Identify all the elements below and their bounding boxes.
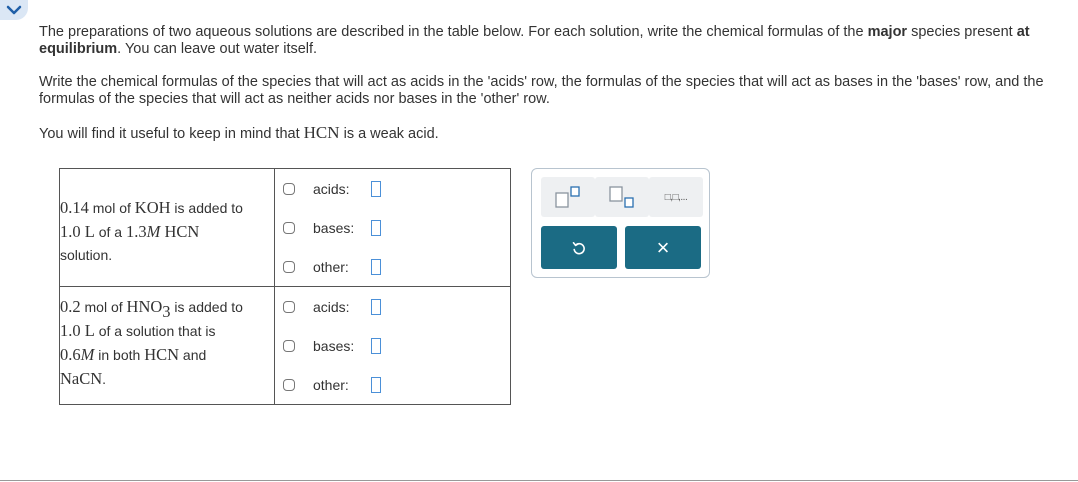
radio-button[interactable]	[283, 222, 295, 234]
radio-button[interactable]	[283, 379, 295, 391]
radio-button[interactable]	[283, 261, 295, 273]
superscript-template-icon	[553, 185, 583, 209]
list-template-button[interactable]	[649, 177, 703, 217]
answer-row-acids: acids:	[275, 287, 510, 326]
table-row	[60, 169, 511, 287]
chevron-down-icon	[6, 5, 22, 15]
solution-1-description: 0.14 mol of KOH is added to 1.0 L of a 1.3M HCN solution.	[60, 169, 275, 287]
bottom-divider	[0, 480, 1078, 481]
solutions-table	[59, 168, 511, 405]
answer-row-other: other:	[275, 247, 510, 286]
hint-paragraph: You will find it useful to keep in mind that HCN is a weak acid.	[39, 123, 439, 142]
radio-button[interactable]	[283, 301, 295, 313]
superscript-template-button[interactable]	[541, 177, 595, 217]
radio-button[interactable]	[283, 183, 295, 195]
solution-2-answers	[275, 287, 511, 405]
undo-button[interactable]	[541, 226, 617, 269]
solution-1-answers	[275, 169, 511, 287]
math-toolbar	[531, 168, 710, 278]
solution-2-description: 0.2 mol of HNO3 is added to 1.0 L of a solution that is 0.6M in both HCN and NaCN.	[60, 287, 275, 405]
table-row	[60, 287, 511, 405]
comma-list-template-icon: □,□,...	[664, 191, 688, 203]
bases-answer-input[interactable]	[371, 220, 381, 236]
subscript-template-button[interactable]	[595, 177, 649, 217]
question-prompt	[39, 24, 1049, 159]
other-answer-input[interactable]	[371, 259, 381, 275]
radio-button[interactable]	[283, 340, 295, 352]
answer-row-bases: bases:	[275, 326, 510, 365]
subscript-template-icon	[607, 185, 637, 209]
answer-row-other: other:	[275, 365, 510, 404]
acids-answer-input[interactable]	[371, 299, 381, 315]
instruction-paragraph-1: The preparations of two aqueous solutions are described in the table below. For each solution, write the chemical formulas of the major species present at equilibrium. You can leave out water itself.	[39, 24, 1030, 57]
bases-answer-input[interactable]	[371, 338, 381, 354]
undo-icon	[571, 240, 587, 256]
acids-answer-input[interactable]	[371, 181, 381, 197]
close-icon: ×	[656, 234, 670, 260]
answer-row-bases: bases:	[275, 208, 510, 247]
answer-row-acids: acids:	[275, 169, 510, 208]
clear-button[interactable]	[625, 226, 701, 269]
collapse-toggle-button[interactable]	[0, 0, 28, 20]
other-answer-input[interactable]	[371, 377, 381, 393]
instruction-paragraph-2: Write the chemical formulas of the species that will act as acids in the 'acids' row, the formulas of the species that will act as bases in the 'bases' row, and the formulas of the species that will act as neither acids nor bases in the 'other' row.	[39, 74, 1044, 107]
